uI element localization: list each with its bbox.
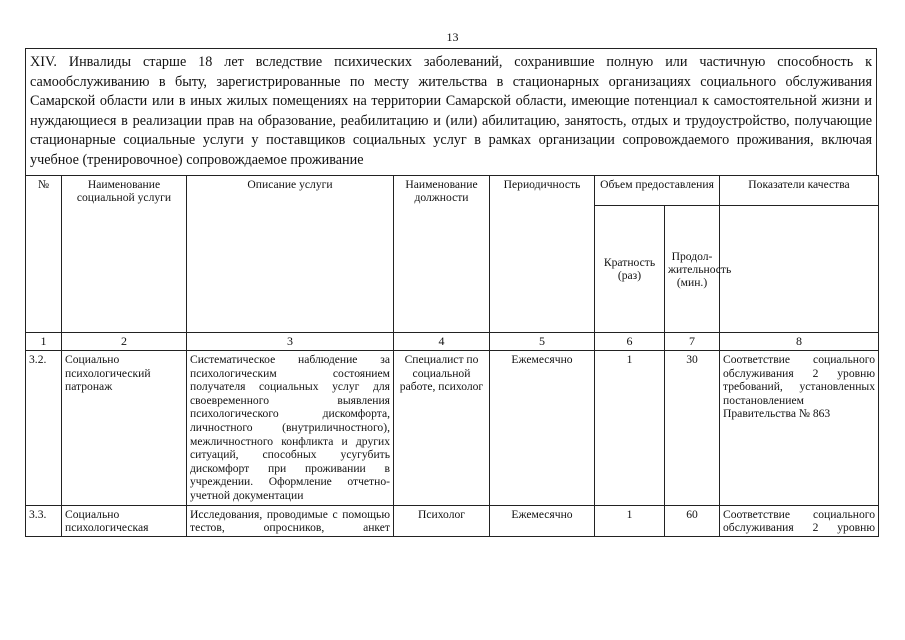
header-position: Наименование должности xyxy=(394,176,490,333)
header-periodicity: Периодичность xyxy=(490,176,595,333)
header-service-name: Наименование социальной услуги xyxy=(62,176,187,333)
service-description xyxy=(187,505,394,536)
service-periodicity: Ежемесячно xyxy=(490,351,595,506)
service-multiplicity: 1 xyxy=(595,505,665,536)
service-position: Специалист по социальной работе, психолог xyxy=(394,351,490,506)
header-num: № xyxy=(26,176,62,333)
service-periodicity: Ежемесячно xyxy=(490,505,595,536)
column-number: 8 xyxy=(720,333,879,351)
service-position: Психолог xyxy=(394,505,490,536)
service-name xyxy=(62,505,187,536)
header-quality: Показатели качества xyxy=(720,176,879,206)
header-volume: Объем предоставления xyxy=(595,176,720,206)
page-number: 13 xyxy=(446,30,459,44)
header-quality-cell xyxy=(720,206,879,333)
column-number: 4 xyxy=(394,333,490,351)
header-duration: Продол-жительность (мин.) xyxy=(665,206,720,333)
services-table xyxy=(25,175,879,537)
column-number: 1 xyxy=(26,333,62,351)
column-number: 5 xyxy=(490,333,595,351)
table-header-row xyxy=(26,176,879,206)
header-multiplicity: Кратность (раз) xyxy=(595,206,665,333)
service-duration: 60 xyxy=(665,505,720,536)
service-name-text: Социально психологическая xyxy=(65,507,149,534)
column-numbers-row xyxy=(26,333,879,351)
service-quality-text: Соответствие социального обслуживания 2 уровню xyxy=(723,507,875,534)
column-number: 2 xyxy=(62,333,187,351)
service-quality xyxy=(720,505,879,536)
section-title-box xyxy=(25,48,877,176)
service-multiplicity: 1 xyxy=(595,351,665,506)
service-name: Социально психологический патронаж xyxy=(62,351,187,506)
service-quality: Соответствие социального обслуживания 2 уровню требований, установленных постановлением Правительства № 863 xyxy=(720,351,879,506)
service-description-text: Исследования, проводимые с помощью тестов, опросников, анкет xyxy=(190,507,390,534)
header-description: Описание услуги xyxy=(187,176,394,333)
service-duration: 30 xyxy=(665,351,720,506)
row-number: 3.3. xyxy=(26,505,62,536)
table-row xyxy=(26,351,879,506)
table-row xyxy=(26,505,879,536)
section-title: XIV. Инвалиды старше 18 лет вследствие психических заболеваний, сохранившие полную или частичную способность к самообслуживанию в быту, зарегистрированные по месту жительства в стационарных организациях социального обслуживания Самарской области или в иных жилых помещениях на территории Самарской области, имеющие потенциал к самостоятельной жизни и нуждающиеся в реализации прав на образование, реабилитацию и (или) абилитацию, занятость, отдых и трудоустройство, получающие стационарные социальные услуги у поставщиков социальных услуг в рамках организации сопровождаемого проживания, включая учебное (тренировочное) сопровождаемое проживание xyxy=(30,54,872,168)
column-number: 3 xyxy=(187,333,394,351)
column-number: 6 xyxy=(595,333,665,351)
column-number: 7 xyxy=(665,333,720,351)
service-description: Систематическое наблюдение за психологическим состоянием получателя социальных услуг для своевременного выявления психологического дискомфорта, личностного (внутриличностного), межличностного конфликта и других ситуаций, способных усугубить дискомфорт при проживании в учреждении. Оформление отчетно-учетной документации xyxy=(187,351,394,506)
row-number: 3.2. xyxy=(26,351,62,506)
